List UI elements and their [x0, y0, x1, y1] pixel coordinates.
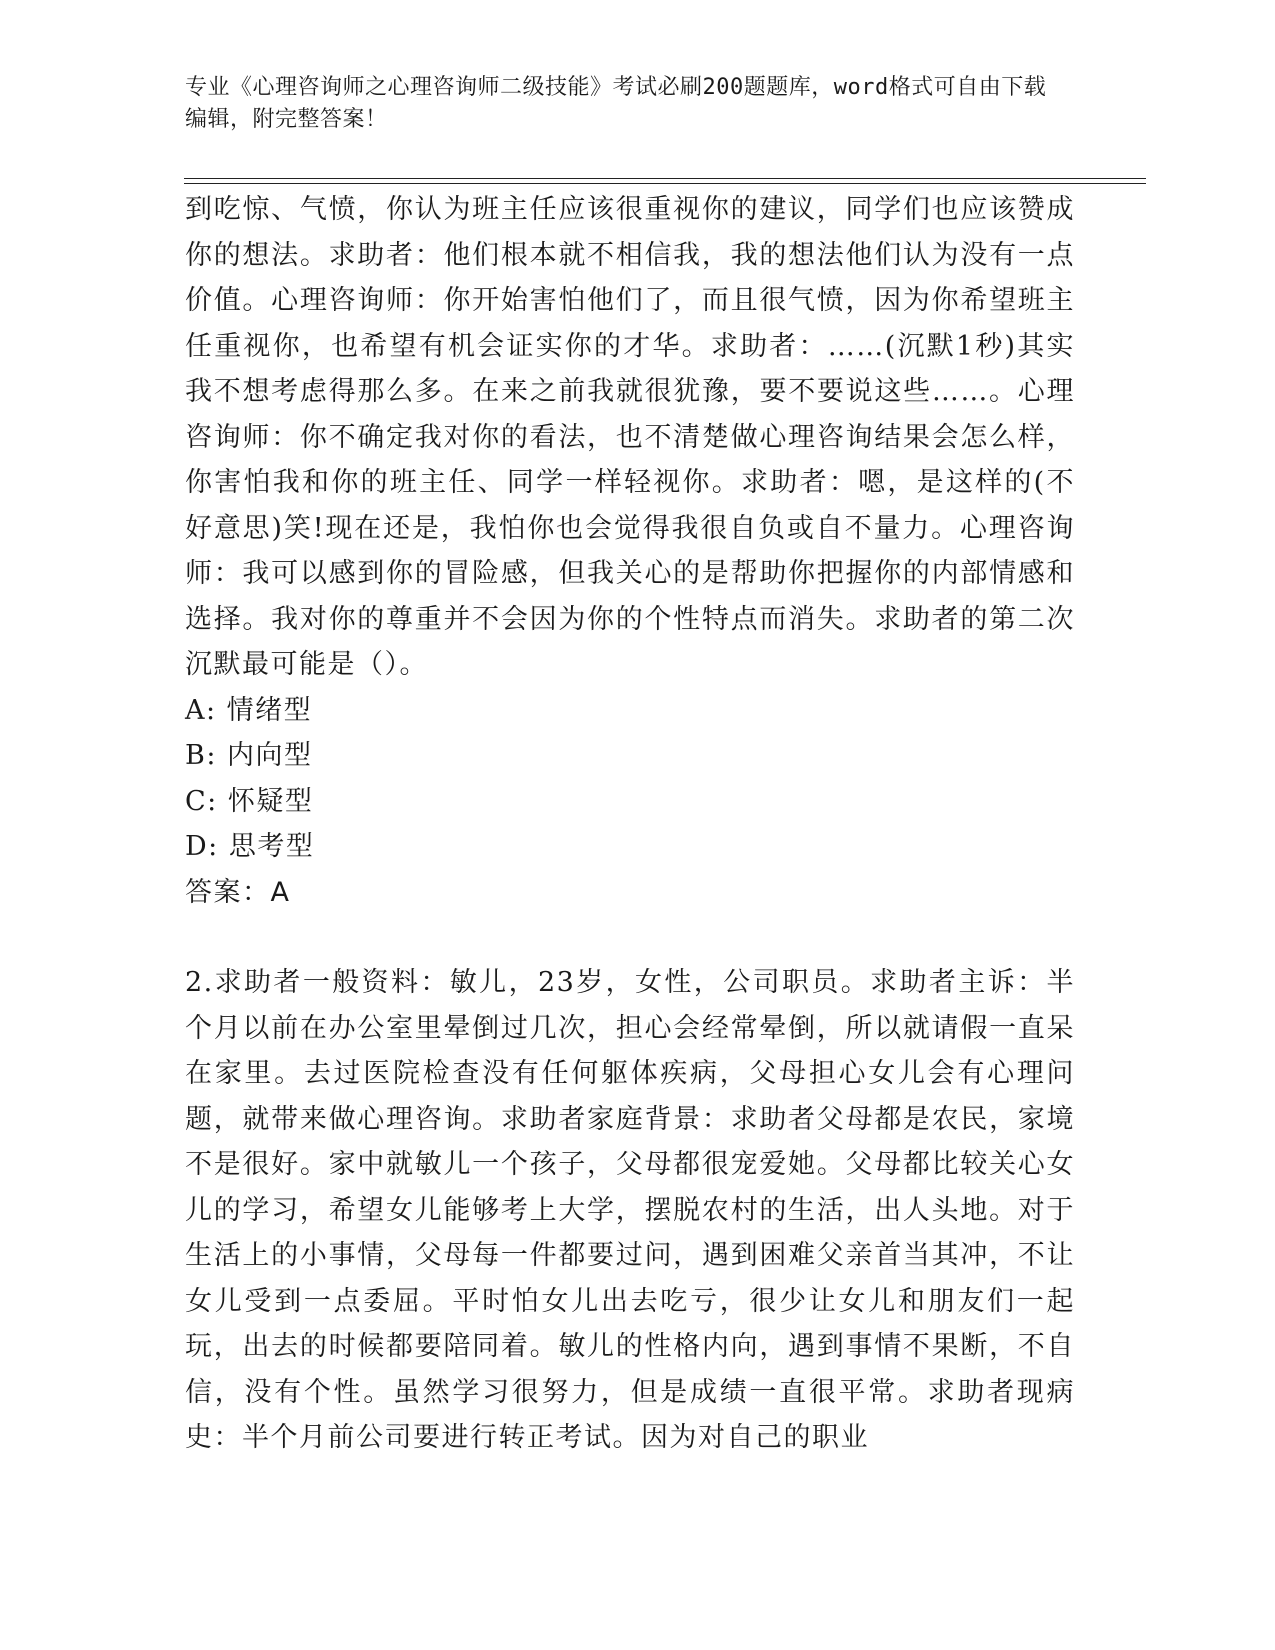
document-header	[185, 72, 1055, 136]
header-title: 专业《心理咨询师之心理咨询师二级技能》考试必刷200题题库，word格式可自由下载编辑，附完整答案！	[185, 75, 1047, 132]
option-d: D: 思考型	[185, 831, 315, 862]
option-b: B: 内向型	[185, 740, 313, 771]
header-divider-bottom	[184, 183, 1146, 184]
option-a: A: 情绪型	[185, 694, 313, 726]
option-c: C: 怀疑型	[185, 785, 314, 817]
document-body	[185, 187, 1075, 1461]
answer-label: 答案：A	[185, 876, 291, 908]
header-divider-top	[184, 178, 1146, 179]
question-1-text: 到吃惊、气愤，你认为班主任应该很重视你的建议，同学们也应该赞成你的想法。求助者：他们根本就不相信我，我的想法他们认为没有一点价值。心理咨询师：你开始害怕他们了，而且很气愤，因为你希望班主任重视你，也希望有机会证实你的才华。求助者：……(沉默1秒)其实我不想考虑得那么多。在来之前我就很犹豫，要不要说这些……。心理咨询师：你不确定我对你的看法，也不清楚做心理咨询结果会怎么样，你害怕我和你的班主任、同学一样轻视你。求助者：嗯，是这样的(不好意思)笑!现在还是，我怕你也会觉得我很自负或自不量力。心理咨询师：我可以感到你的冒险感，但我关心的是帮助你把握你的内部情感和选择。我对你的尊重并不会因为你的个性特点而消失。求助者的第二次沉默最可能是（）。	[185, 194, 1075, 680]
spacer	[185, 915, 1075, 960]
question-2-text: 2.求助者一般资料：敏儿，23岁，女性，公司职员。求助者主诉：半个月以前在办公室里晕倒过几次，担心会经常晕倒，所以就请假一直呆在家里。去过医院检查没有任何躯体疾病，父母担心女儿会有心理问题，就带来做心理咨询。求助者家庭背景：求助者父母都是农民，家境不是很好。家中就敏儿一个孩子，父母都很宠爱她。父母都比较关心女儿的学习，希望女儿能够考上大学，摆脱农村的生活，出人头地。对于生活上的小事情，父母每一件都要过问，遇到困难父亲首当其冲，不让女儿受到一点委屈。平时怕女儿出去吃亏，很少让女儿和朋友们一起玩，出去的时候都要陪同着。敏儿的性格内向，遇到事情不果断，不自信，没有个性。虽然学习很努力，但是成绩一直很平常。求助者现病史：半个月前公司要进行转正考试。因为对自己的职业	[185, 967, 1075, 1453]
